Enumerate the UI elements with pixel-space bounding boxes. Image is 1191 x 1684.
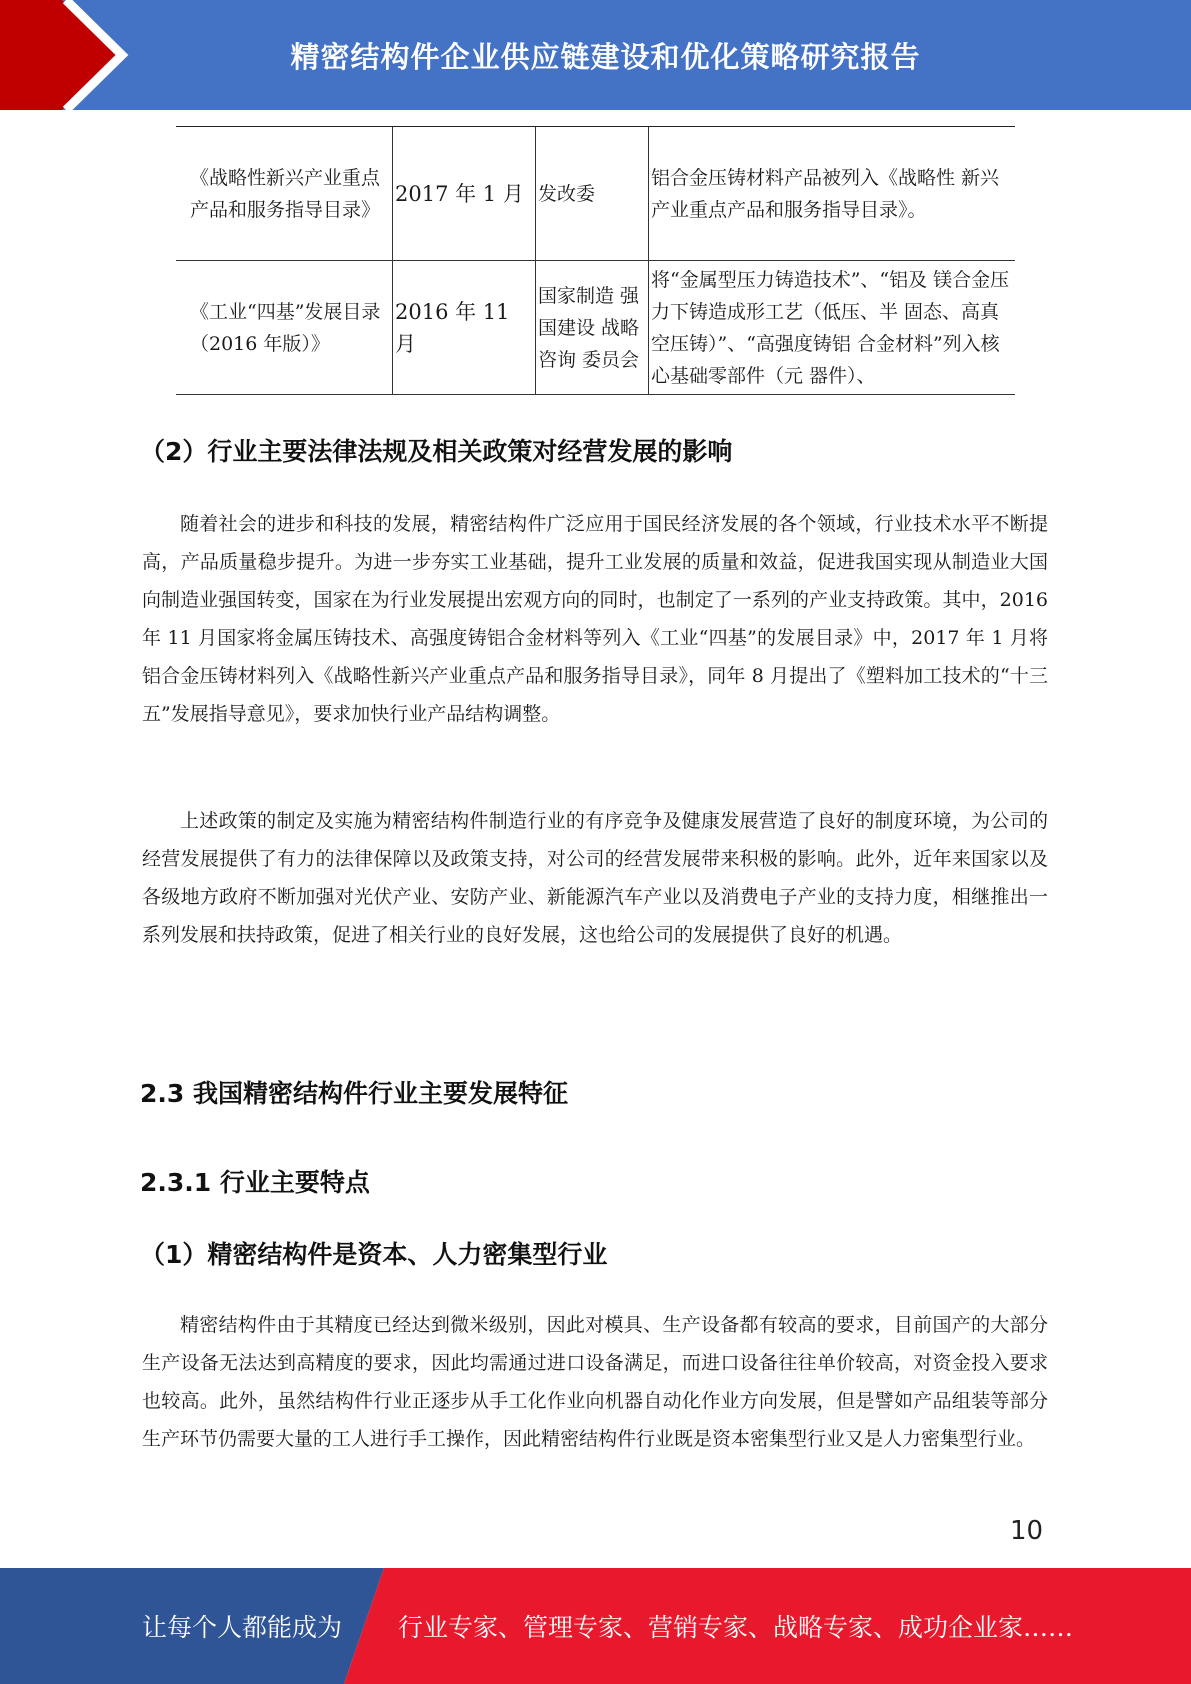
policy-desc-cell: 将“金属型压力铸造技术”、“铝及 镁合金压力下铸造成形工艺（低压、半 固态、高真空压铸）”、“高强度铸铝 合金材料”列入核心基础零部件（元 器件）、 [651, 268, 1010, 387]
page-header [0, 0, 1191, 110]
policy-org-cell: 国家制造 强国建设 战略咨询 委员会 [536, 261, 649, 395]
policy-org-cell: 发改委 [536, 127, 649, 261]
footer-slogan-left: 让每个人都能成为 [142, 1613, 343, 1642]
section-heading-2-3: 2.3 我国精密结构件行业主要发展特征 [140, 1079, 568, 1108]
body-paragraph: 上述政策的制定及实施为精密结构件制造行业的有序竞争及健康发展营造了良好的制度环境，为公司的经营发展提供了有力的法律保障以及政策支持，对公司的经营发展带来积极的影响。此外，近年来国家以及各级地方政府不断加强对光伏产业、安防产业、新能源汽车产业以及消费电子产业的支持力度，相继推出一系列发展和扶持政策，促进了相关行业的良好发展，这也给公司的发展提供了良好的机遇。 [142, 810, 1048, 946]
policy-name-cell: 《工业“四基”发展目录（2016 年版）》 [176, 261, 393, 395]
report-title: 精密结构件企业供应链建设和优化策略研究报告 [290, 39, 921, 74]
body-paragraph: 精密结构件由于其精度已经达到微米级别，因此对模具、生产设备都有较高的要求，目前国产的大部分生产设备无法达到高精度的要求，因此均需通过进口设备满足，而进口设备往往单价较高，对资金投入要求也较高。此外，虽然结构件行业正逐步从手工化作业向机器自动化作业方向发展，但是譬如产品组装等部分生产环节仍需要大量的工人进行手工操作，因此精密结构件行业既是资本密集型行业又是人力密集型行业。 [142, 1314, 1048, 1450]
chevron-arrow-icon [0, 0, 150, 110]
subsection-heading: （1）精密结构件是资本、人力密集型行业 [140, 1240, 608, 1269]
policy-table [176, 126, 1015, 395]
table-row [176, 261, 1015, 395]
table-row [176, 127, 1015, 261]
policy-date-cell: 2017 年 1 月 [393, 127, 536, 261]
body-paragraph: 随着社会的进步和科技的发展，精密结构件广泛应用于国民经济发展的各个领域，行业技术水平不断提高，产品质量稳步提升。为进一步夯实工业基础，提升工业发展的质量和效益，促进我国实现从制造业大国向制造业强国转变，国家在为行业发展提出宏观方向的同时，也制定了一系列的产业支持政策。其中，2016 年 11 月国家将金属压铸技术、高强度铸铝合金材料等列入《工业“四基”的发展目录》中，2017 年 1 月将铝合金压铸材料列入《战略性新兴产业重点产品和服务指导目录》，同年 8 月提出了《塑料加工技术的“十三五”发展指导意见》，要求加快行业产品结构调整。 [142, 513, 1048, 725]
policy-name-cell: 《战略性新兴产业重点产品和服务指导目录》 [176, 127, 393, 261]
policy-date-cell: 2016 年 11 月 [393, 261, 536, 395]
page-number: 10 [1010, 1516, 1044, 1546]
footer-slogan-right: 行业专家、管理专家、营销专家、战略专家、成功企业家…… [398, 1613, 1074, 1642]
page-footer [0, 1568, 1191, 1684]
section-heading-impact: （2）行业主要法律法规及相关政策对经营发展的影响 [140, 437, 733, 466]
policy-desc-cell: 铝合金压铸材料产品被列入《战略性 新兴产业重点产品和服务指导目录》。 [649, 127, 1016, 261]
section-heading-2-3-1: 2.3.1 行业主要特点 [140, 1168, 370, 1197]
